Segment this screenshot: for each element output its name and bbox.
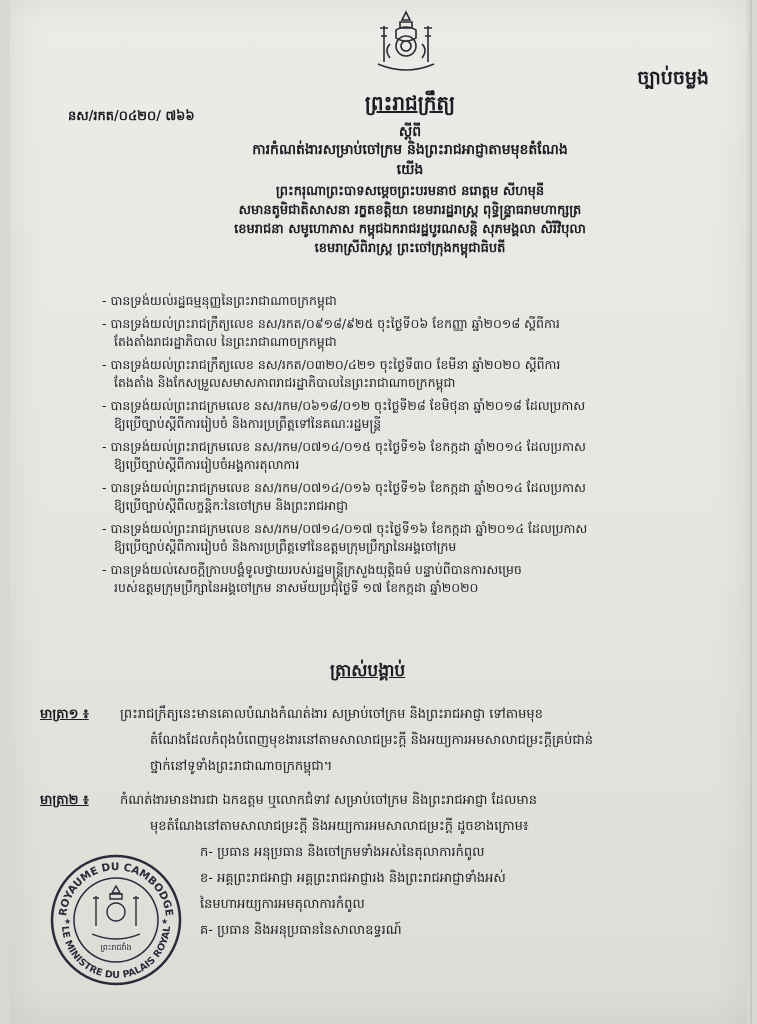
seal-inner-label: ព្រះរាជវាំង <box>100 943 132 952</box>
concerning-label: ស្តីពី <box>398 124 422 140</box>
preamble-item: - បានទ្រង់យល់ព្រះរាជក្រឹត្យលេខ នស/រកត/០៣២០/៤២១ ចុះថ្ងៃទី៣០ ខែមីនា ឆ្នាំ២០២០ ស្តីពីការ តែងតាំង និងកែសម្រួលសមាសភាពរាជរដ្ឋាភិបាលនៃព្រះរាជាណាចក្រកម្ពុជា <box>102 357 561 390</box>
certified-copy-mark: ច្បាប់ចម្លង <box>637 67 709 89</box>
article-1 <box>40 702 720 780</box>
seal-bottom-text: LE MINISTRE DU PALAIS ROYAL <box>58 925 174 982</box>
preamble-item: - បានទ្រង់យល់ព្រះរាជក្រមលេខ នស/រកម/០៦១៨/០១២ ចុះថ្ងៃទី២៨ ខែមិថុនា ឆ្នាំ២០១៨ ដែលប្រកាស ឱ្យប្រើច្បាប់ស្តីពីការរៀបចំ និងការប្រព្រឹត្តទៅនៃគណៈរដ្ឋមន្ត្រី <box>102 398 586 431</box>
decree-heading: ត្រាស់បង្គាប់ <box>330 661 406 681</box>
preamble-item: - បានទ្រង់យល់ព្រះរាជក្រមលេខ នស/រកម/០៧១៤/០១៧ ចុះថ្ងៃទី១៦ ខែកក្កដា ឆ្នាំ២០១៤ ដែលប្រកាស ឱ្យប្រើច្បាប់ស្តីពីការរៀបចំ និងការប្រព្រឹត្តទៅនៃឧត្តមក្រុមប្រឹក្សានៃអង្គចៅក្រម <box>102 521 588 554</box>
article-sub-item: ក- ប្រធាន អនុប្រធាន និងចៅក្រមទាំងអស់នៃតុលាការកំពូល <box>200 845 485 860</box>
king-title-line: សមានតូមិជាតិសាសនា រក្ខតខត្តិយា ខេមរារដ្ឋរាស្ត្រ ពុទ្ធិន្ទ្រាធរាមហាក្សត្រ <box>238 203 582 218</box>
svg-text:ROYAUME DU CAMBODGE <box>57 861 175 917</box>
article-label: មាត្រា២ ៖ <box>40 793 89 808</box>
svg-text:★: ★ <box>161 917 169 926</box>
document-title: ព្រះរាជក្រឹត្យ <box>364 91 456 115</box>
king-title-line: ខេមរាជនា សមូហោភាស កម្ពុជឯករាជរដ្ឋបូរណសន្តិ សុភមង្គលា សិរីវិបុលា <box>234 222 586 237</box>
having-seen-label: យើង <box>396 162 424 178</box>
article-sub-item: ខ- អគ្គព្រះរាជអាជ្ញា អគ្គព្រះរាជអាជ្ញារង និងព្រះរាជអាជ្ញាទាំងអស់ <box>200 871 506 886</box>
article-sub-item: គ- ប្រធាន និងអនុប្រធាននៃសាលាឧទ្ធរណ៍ <box>200 923 402 938</box>
king-title-line: ព្រះករុណាព្រះបាទសម្តេចព្រះបរមនាថ នរោត្តម សីហមុនី <box>275 184 545 199</box>
article-text-line: ព្រះរាជក្រឹត្យនេះមានគោលបំណងកំណត់ងារ សម្រាប់ចៅក្រម និងព្រះរាជអាជ្ញា ទៅតាមមុខ <box>120 707 543 722</box>
royal-arms-icon <box>370 6 442 76</box>
article-text-line: ថ្នាក់នៅទូទាំងព្រះរាជាណាចក្រកម្ពុជា។ <box>150 759 333 774</box>
seal-top-text: ROYAUME DU CAMBODGE <box>57 860 175 917</box>
preamble-item: - បានទ្រង់យល់សេចក្តីក្រាបបង្គំទូលថ្វាយរបស់រដ្ឋមន្ត្រីក្រសួងយុត្តិធម៌ បន្ទាប់ពីបានការសម្រេច របស់ឧត្តមក្រុមប្រឹក្សានៃអង្គចៅក្រម នាសម័យប្រជុំថ្ងៃទី ១៧ ខែកក្កដា ឆ្នាំ២០២០ <box>102 562 522 595</box>
page-edge <box>750 0 752 1024</box>
article-text-line: កំណត់ងារមានងារជា ឯកឧត្តម ឬលោកជំទាវ សម្រាប់ចៅក្រម និងព្រះរាជអាជ្ញា ដែលមាន <box>120 793 537 808</box>
preamble-item: - បានទ្រង់យល់ព្រះរាជក្រឹត្យលេខ នស/រកត/០៩១៨/៩២៥ ចុះថ្ងៃទី០៦ ខែកញ្ញា ឆ្នាំ២០១៨ ស្តីពីការ តែងតាំងរាជរដ្ឋាភិបាល នៃព្រះរាជាណាចក្រកម្ពុជា <box>102 316 560 349</box>
preamble-item: - បានទ្រង់យល់ព្រះរាជក្រមលេខ នស/រកម/០៧១៤/០១៦ ចុះថ្ងៃទី១៦ ខែកក្កដា ឆ្នាំ២០១៤ ដែលប្រកាស ឱ្យប្រើច្បាប់ស្តីពីលក្ខន្តិកៈនៃចៅក្រម និងព្រះរាជអាជ្ញា <box>102 480 586 513</box>
article-text-line: តំណែងដែលកំពុងបំពេញមុខងារនៅតាមសាលាជម្រះក្តី និងអយ្យការអមសាលាជម្រះក្តីគ្រប់ជាន់ <box>150 733 594 748</box>
preamble-item: - បានទ្រង់យល់រដ្ឋធម្មនុញ្ញនៃព្រះរាជាណាចក្រកម្ពុជា <box>102 293 337 308</box>
preamble-list <box>102 292 722 602</box>
article-sub-item: នៃមហាអយ្យការអមតុលាការកំពូល <box>200 897 365 912</box>
article-text-line: មុខតំណែងនៅតាមសាលាជម្រះក្តី និងអយ្យការអមសាលាជម្រះក្តី ដូចខាងក្រោម៖ <box>150 819 529 834</box>
decree-subject: ការកំណត់ងារសម្រាប់ចៅក្រម និងព្រះរាជអាជ្ញាតាមមុខតំណែង <box>252 142 568 158</box>
document-page <box>10 0 747 1024</box>
article-label: មាត្រា១ ៖ <box>40 707 89 722</box>
preamble-item: - បានទ្រង់យល់ព្រះរាជក្រមលេខ នស/រកម/០៧១៤/០១៥ ចុះថ្ងៃទី១៦ ខែកក្កដា ឆ្នាំ២០១៤ ដែលប្រកាស ឱ្យប្រើច្បាប់ស្តីពីការរៀបចំអង្គការតុលាការ <box>102 439 586 472</box>
svg-text:★: ★ <box>64 917 72 926</box>
reference-number: នស/រកត/០៤២០/ ៧៦៦ <box>68 109 195 124</box>
royal-palace-seal-icon <box>48 852 184 988</box>
king-titles <box>120 182 700 258</box>
king-title-line: ខេមរាស្រីពិរាស្ត្រ ព្រះចៅក្រុងកម្ពុជាធិបតី <box>314 241 506 256</box>
